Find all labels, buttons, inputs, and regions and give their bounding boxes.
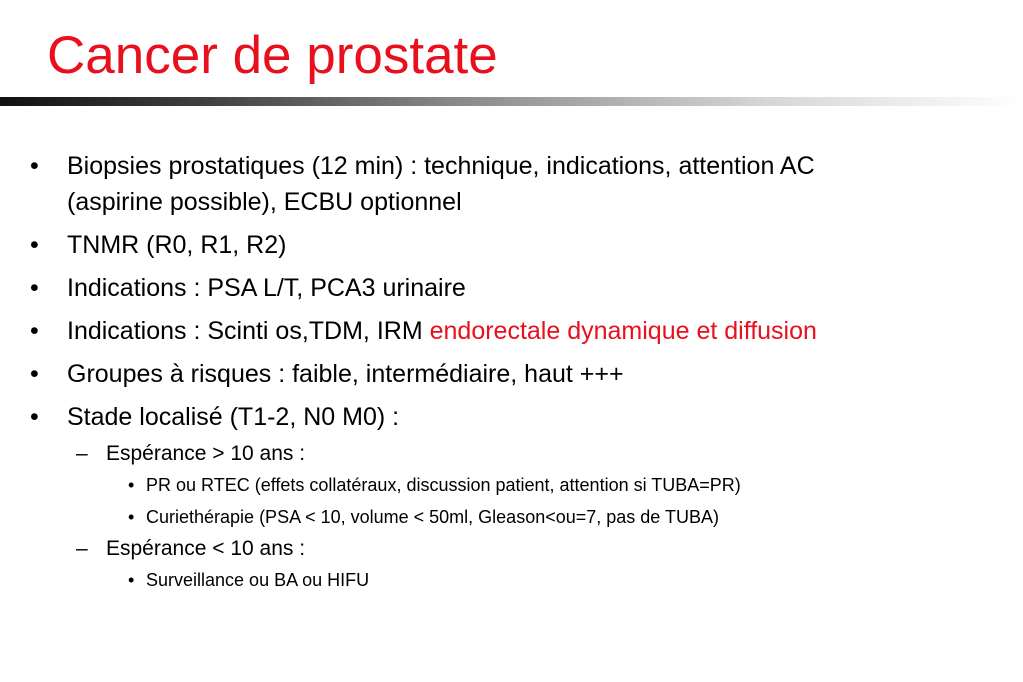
- sub-sub-item-pr-rtec: [0, 473, 1000, 497]
- bullet-item-indications-imaging: [0, 313, 1000, 349]
- bullet-item-indications-psa: [0, 270, 1000, 306]
- slide-title: Cancer de prostate: [47, 26, 498, 85]
- bullet-text: Indications : PSA L/T, PCA3 urinaire: [67, 274, 466, 302]
- bullet-text: Groupes à risques : faible, intermédiaire, haut +++: [67, 360, 624, 388]
- bullet-icon: •: [30, 231, 39, 259]
- bullet-text: Stade localisé (T1-2, N0 M0) :: [67, 403, 400, 431]
- sub-sub-item-text: PR ou RTEC (effets collatéraux, discussion patient, attention si TUBA=PR): [146, 475, 741, 495]
- bullet-item-localized-stage: [0, 399, 1000, 435]
- bullet-text: Biopsies prostatiques (12 min) : technique, indications, attention AC: [67, 152, 815, 180]
- bullet-text-continuation: (aspirine possible), ECBU optionnel: [67, 188, 462, 216]
- bullet-item-biopsies: [0, 148, 1000, 220]
- sub-sub-item-curietherapie: [0, 505, 1000, 529]
- dash-icon: –: [76, 537, 88, 560]
- bullet-icon: •: [128, 570, 135, 590]
- bullet-item-risk-groups: [0, 356, 1000, 392]
- bullet-icon: •: [30, 274, 39, 302]
- dash-icon: –: [76, 442, 88, 465]
- sub-sub-item-text: Curiethérapie (PSA < 10, volume < 50ml, Gleason<ou=7, pas de TUBA): [146, 507, 719, 527]
- sub-item-text: Espérance > 10 ans :: [106, 442, 306, 465]
- bullet-text-highlight: endorectale dynamique et diffusion: [429, 317, 817, 345]
- bullet-icon: •: [30, 317, 39, 345]
- bullet-text: TNMR (R0, R1, R2): [67, 231, 287, 259]
- bullet-icon: •: [128, 507, 135, 527]
- title-divider: [0, 97, 1023, 106]
- sub-item-life-expectancy-over-10: [0, 440, 1000, 468]
- bullet-icon: •: [30, 403, 39, 431]
- bullet-icon: •: [30, 360, 39, 388]
- bullet-text: Indications : Scinti os,TDM, IRM: [67, 317, 430, 345]
- bullet-icon: •: [128, 475, 135, 495]
- sub-sub-item-surveillance: [0, 568, 1000, 592]
- sub-item-life-expectancy-under-10: [0, 535, 1000, 563]
- slide-body: [0, 148, 1000, 600]
- sub-item-text: Espérance < 10 ans :: [106, 537, 306, 560]
- bullet-icon: •: [30, 152, 39, 180]
- bullet-item-tnmr: [0, 227, 1000, 263]
- sub-sub-item-text: Surveillance ou BA ou HIFU: [146, 570, 370, 590]
